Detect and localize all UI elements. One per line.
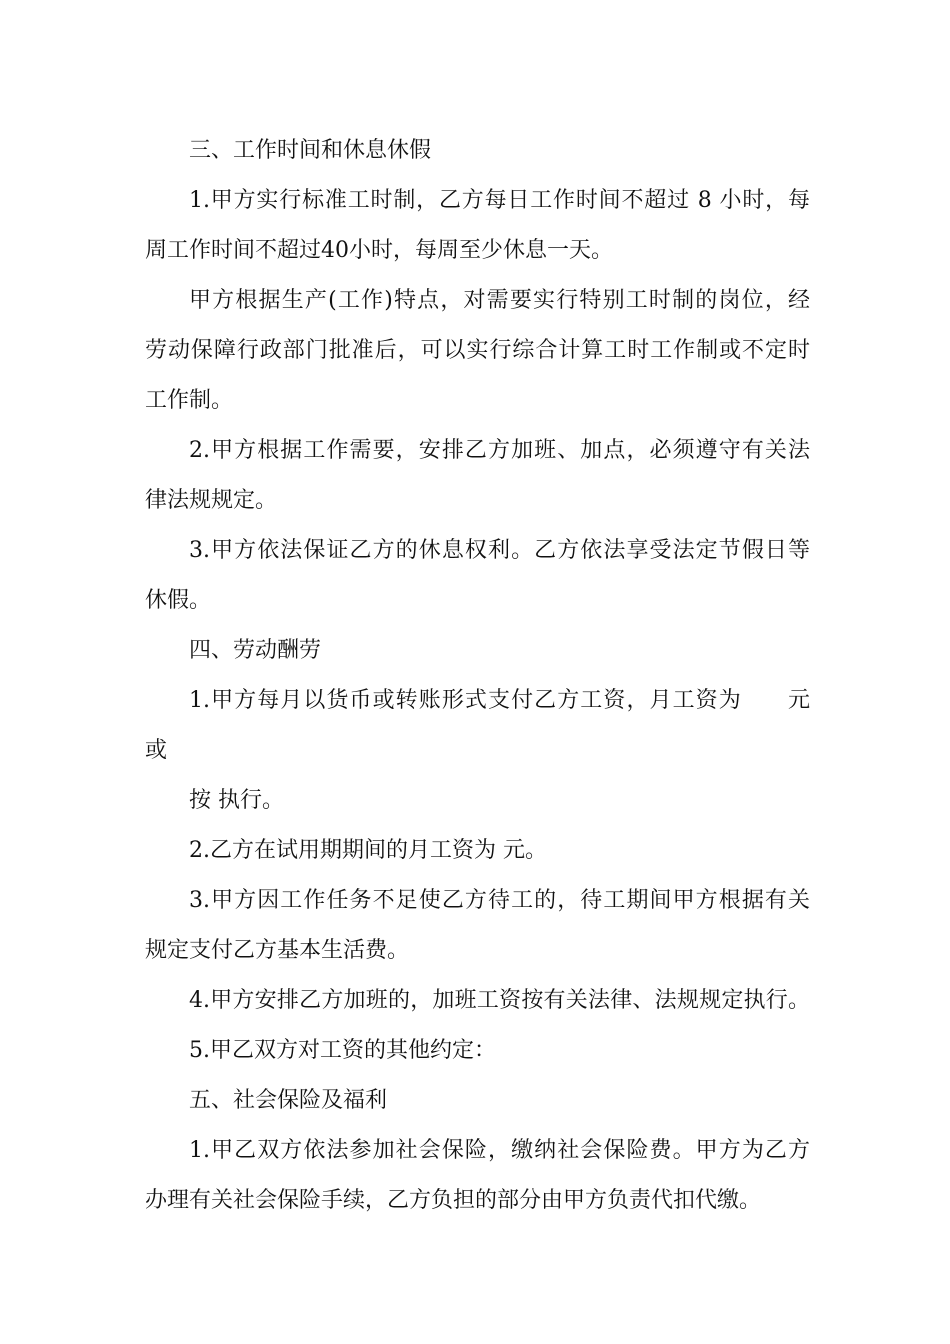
text-line: 五、社会保险及福利 xyxy=(189,1088,388,1113)
text-line: 周工作时间不超过40小时，每周至少休息一天。 xyxy=(145,238,613,263)
text-line: 或 xyxy=(145,738,168,763)
text-line: 休假。 xyxy=(145,588,212,613)
text-line: 三、工作时间和休息休假 xyxy=(189,138,432,163)
text-line: 甲方根据生产(工作)特点，对需要实行特别工时制的岗位，经 xyxy=(189,288,810,313)
text-line: 2.甲方根据工作需要，安排乙方加班、加点，必须遵守有关法 xyxy=(189,438,810,463)
text-line: 律法规规定。 xyxy=(145,488,278,513)
text-line: 2.乙方在试用期期间的月工资为 元。 xyxy=(189,838,547,863)
text-line: 工作制。 xyxy=(145,388,234,413)
text-line: 1.甲方每月以货币或转账形式支付乙方工资，月工资为 元 xyxy=(189,688,810,713)
text-line: 劳动保障行政部门批准后，可以实行综合计算工时工作制或不定时 xyxy=(145,338,810,363)
text-line: 3.甲方因工作任务不足使乙方待工的，待工期间甲方根据有关 xyxy=(189,888,810,913)
text-line: 办理有关社会保险手续，乙方负担的部分由甲方负责代扣代缴。 xyxy=(145,1188,762,1213)
text-line: 1.甲乙双方依法参加社会保险，缴纳社会保险费。甲方为乙方 xyxy=(189,1138,810,1163)
text-line: 4.甲方安排乙方加班的，加班工资按有关法律、法规规定执行。 xyxy=(189,988,810,1013)
document-body xyxy=(145,126,810,1226)
text-line: 5.甲乙双方对工资的其他约定： xyxy=(189,1038,496,1063)
text-line: 规定支付乙方基本生活费。 xyxy=(145,938,410,963)
text-line: 四、劳动酬劳 xyxy=(189,638,322,663)
text-line: 3.甲方依法保证乙方的休息权利。乙方依法享受法定节假日等 xyxy=(189,538,810,563)
text-line: 按 执行。 xyxy=(189,788,284,813)
text-line: 1.甲方实行标准工时制，乙方每日工作时间不超过 8 小时，每 xyxy=(189,188,810,213)
